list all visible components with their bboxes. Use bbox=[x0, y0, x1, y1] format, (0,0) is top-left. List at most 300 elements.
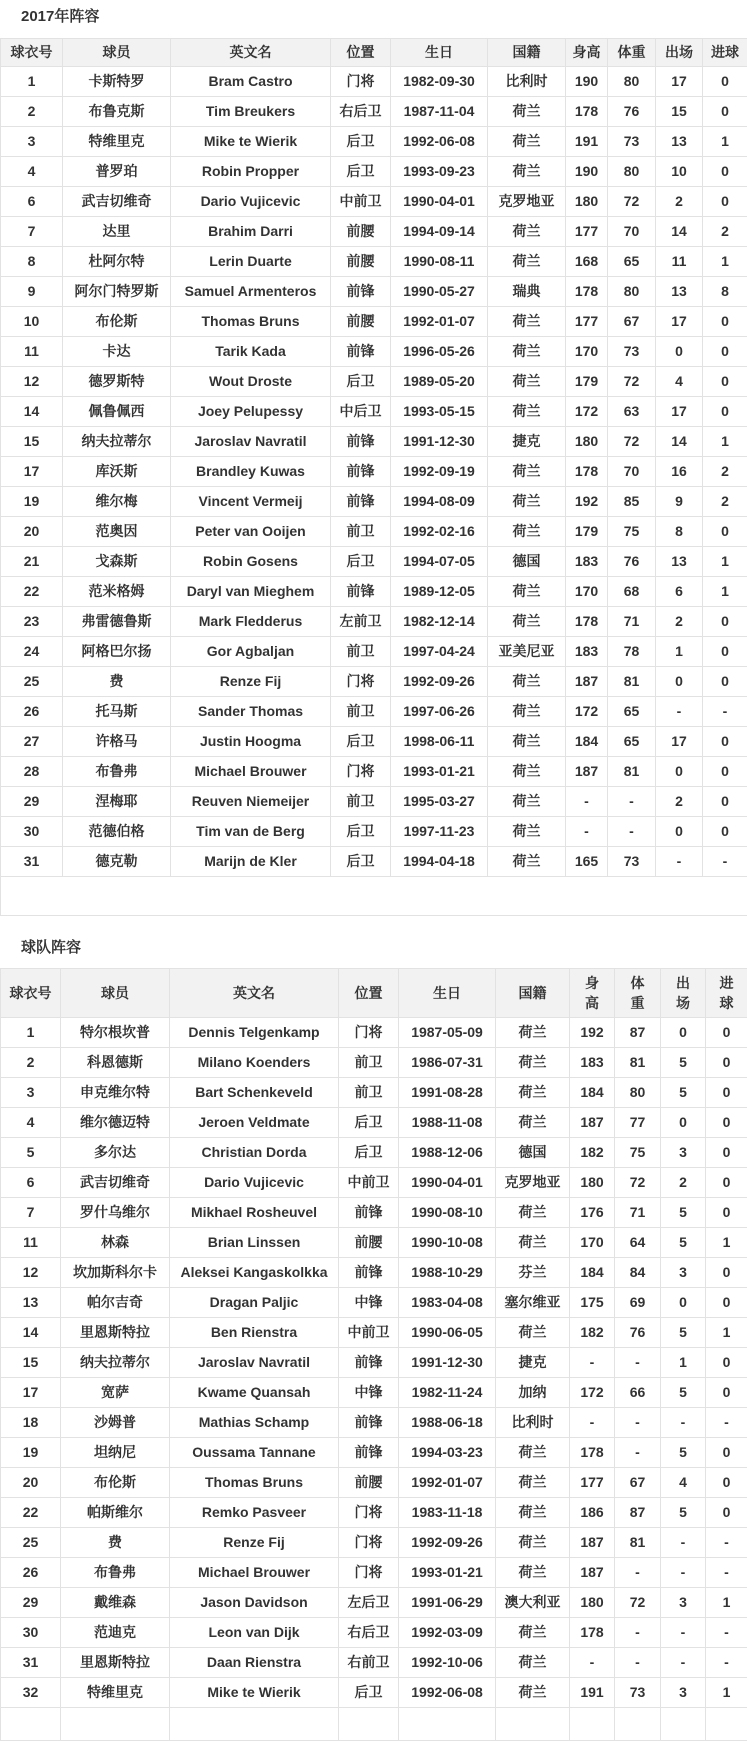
table-row bbox=[1, 1318, 747, 1348]
cell: 中前卫 bbox=[331, 187, 391, 217]
cell: 坎加斯科尔卡 bbox=[61, 1258, 170, 1288]
cell: 前锋 bbox=[331, 487, 391, 517]
cell: 佩鲁佩西 bbox=[63, 397, 171, 427]
cell: 戈森斯 bbox=[63, 547, 171, 577]
cell: 比利时 bbox=[488, 67, 566, 97]
cell: Michael Brouwer bbox=[170, 1558, 339, 1588]
cell: 0 bbox=[703, 727, 747, 757]
cell: 180 bbox=[566, 187, 608, 217]
cell: 前锋 bbox=[331, 427, 391, 457]
cell: 3 bbox=[661, 1588, 706, 1618]
table-row bbox=[1, 1468, 747, 1498]
cell: - bbox=[615, 1618, 661, 1648]
cell: 184 bbox=[570, 1078, 615, 1108]
cell: - bbox=[570, 1348, 615, 1378]
cell: 1997-04-24 bbox=[391, 637, 488, 667]
cell: 德国 bbox=[488, 547, 566, 577]
cell: 前锋 bbox=[339, 1438, 399, 1468]
cell: 1 bbox=[706, 1678, 747, 1708]
cell: 178 bbox=[566, 277, 608, 307]
cell: 荷兰 bbox=[488, 157, 566, 187]
cell: 0 bbox=[703, 187, 747, 217]
cell: 1990-08-10 bbox=[399, 1198, 496, 1228]
cell: 7 bbox=[1, 1198, 61, 1228]
cell: 0 bbox=[706, 1078, 747, 1108]
cell: 72 bbox=[615, 1588, 661, 1618]
cell: 1988-11-08 bbox=[399, 1108, 496, 1138]
table-row bbox=[1, 847, 747, 877]
cell: 187 bbox=[566, 757, 608, 787]
cell: 175 bbox=[570, 1288, 615, 1318]
cell: 177 bbox=[570, 1468, 615, 1498]
cell: Tim van de Berg bbox=[171, 817, 331, 847]
cell: 荷兰 bbox=[496, 1198, 570, 1228]
cell: 后卫 bbox=[339, 1138, 399, 1168]
cell: 特维里克 bbox=[61, 1678, 170, 1708]
cell: 178 bbox=[570, 1618, 615, 1648]
cell: 捷克 bbox=[496, 1348, 570, 1378]
cell: Oussama Tannane bbox=[170, 1438, 339, 1468]
cell: 0 bbox=[656, 817, 703, 847]
cell: 1993-05-15 bbox=[391, 397, 488, 427]
cell: 1988-12-06 bbox=[399, 1138, 496, 1168]
cell: 荷兰 bbox=[488, 697, 566, 727]
cell: 17 bbox=[656, 727, 703, 757]
table-row bbox=[1, 1018, 747, 1048]
cell: 1988-10-29 bbox=[399, 1258, 496, 1288]
cell: 27 bbox=[1, 727, 63, 757]
cell: 前卫 bbox=[339, 1048, 399, 1078]
cell: 81 bbox=[615, 1048, 661, 1078]
table-row bbox=[1, 337, 747, 367]
section-team-squad bbox=[0, 916, 747, 1741]
cell: 纳夫拉蒂尔 bbox=[61, 1348, 170, 1378]
cell: 托马斯 bbox=[63, 697, 171, 727]
cell: 72 bbox=[615, 1168, 661, 1198]
cell: Daan Rienstra bbox=[170, 1648, 339, 1678]
cell: 1991-12-30 bbox=[391, 427, 488, 457]
cell: 0 bbox=[706, 1138, 747, 1168]
cell: 荷兰 bbox=[488, 457, 566, 487]
cell bbox=[661, 1708, 706, 1741]
cell: 瑞典 bbox=[488, 277, 566, 307]
cell: 0 bbox=[706, 1258, 747, 1288]
table-row bbox=[1, 367, 747, 397]
cell: 0 bbox=[703, 307, 747, 337]
cell: 66 bbox=[615, 1378, 661, 1408]
cell: 武吉切维奇 bbox=[63, 187, 171, 217]
cell: 范迪克 bbox=[61, 1618, 170, 1648]
cell: 5 bbox=[661, 1498, 706, 1528]
cell: Lerin Duarte bbox=[171, 247, 331, 277]
cell: 22 bbox=[1, 1498, 61, 1528]
cell: 76 bbox=[608, 97, 656, 127]
cell: 1 bbox=[656, 637, 703, 667]
cell: 3 bbox=[1, 127, 63, 157]
cell: 87 bbox=[615, 1018, 661, 1048]
cell: 2 bbox=[1, 97, 63, 127]
cell: 后卫 bbox=[331, 367, 391, 397]
cell: 0 bbox=[703, 787, 747, 817]
cell: Mark Fledderus bbox=[171, 607, 331, 637]
cell: 1990-10-08 bbox=[399, 1228, 496, 1258]
cell: Mike te Wierik bbox=[171, 127, 331, 157]
cell bbox=[1, 1708, 61, 1741]
cell: 168 bbox=[566, 247, 608, 277]
cell: 13 bbox=[656, 277, 703, 307]
cell: 187 bbox=[570, 1108, 615, 1138]
table-row bbox=[1, 1108, 747, 1138]
cell: 75 bbox=[608, 517, 656, 547]
cell: 69 bbox=[615, 1288, 661, 1318]
column-header: 进球 bbox=[706, 969, 747, 1018]
cell: 2 bbox=[656, 187, 703, 217]
cell: 81 bbox=[615, 1528, 661, 1558]
cell: 克罗地亚 bbox=[496, 1168, 570, 1198]
cell: 12 bbox=[1, 367, 63, 397]
cell: Mike te Wierik bbox=[170, 1678, 339, 1708]
cell: 87 bbox=[615, 1498, 661, 1528]
cell: 14 bbox=[656, 217, 703, 247]
cell: 5 bbox=[661, 1078, 706, 1108]
cell: 21 bbox=[1, 547, 63, 577]
cell: 门将 bbox=[339, 1558, 399, 1588]
cell: 宽萨 bbox=[61, 1378, 170, 1408]
cell: 荷兰 bbox=[496, 1048, 570, 1078]
cell: 192 bbox=[570, 1018, 615, 1048]
cell: - bbox=[703, 697, 747, 727]
cell: 卡斯特罗 bbox=[63, 67, 171, 97]
cell: 15 bbox=[656, 97, 703, 127]
cell: 帕斯维尔 bbox=[61, 1498, 170, 1528]
cell: 门将 bbox=[339, 1528, 399, 1558]
cell: 26 bbox=[1, 1558, 61, 1588]
cell: 191 bbox=[566, 127, 608, 157]
table-row bbox=[1, 67, 747, 97]
table-row bbox=[1, 1618, 747, 1648]
cell: 前腰 bbox=[339, 1468, 399, 1498]
table-row bbox=[1, 637, 747, 667]
cell: 1992-01-07 bbox=[391, 307, 488, 337]
cell: 1982-12-14 bbox=[391, 607, 488, 637]
cell: 65 bbox=[608, 247, 656, 277]
cell: 5 bbox=[661, 1048, 706, 1078]
cell: 维尔德迈特 bbox=[61, 1108, 170, 1138]
cell: 29 bbox=[1, 787, 63, 817]
cell: 申克维尔特 bbox=[61, 1078, 170, 1108]
cell: 荷兰 bbox=[488, 487, 566, 517]
cell: - bbox=[656, 697, 703, 727]
cell: 左后卫 bbox=[339, 1588, 399, 1618]
cell: 0 bbox=[706, 1438, 747, 1468]
cell: 前腰 bbox=[331, 217, 391, 247]
cell: - bbox=[570, 1648, 615, 1678]
cell: 17 bbox=[1, 1378, 61, 1408]
table-row bbox=[1, 1048, 747, 1078]
cell: 75 bbox=[615, 1138, 661, 1168]
cell: Kwame Quansah bbox=[170, 1378, 339, 1408]
table-row bbox=[1, 97, 747, 127]
cell: 1990-05-27 bbox=[391, 277, 488, 307]
cell: 183 bbox=[566, 547, 608, 577]
cell: 门将 bbox=[331, 667, 391, 697]
cell: 戴维森 bbox=[61, 1588, 170, 1618]
cell bbox=[339, 1708, 399, 1741]
cell: Brahim Darri bbox=[171, 217, 331, 247]
cell: 1992-09-26 bbox=[391, 667, 488, 697]
cell: 1998-06-11 bbox=[391, 727, 488, 757]
cell: 0 bbox=[706, 1108, 747, 1138]
cell: 1989-05-20 bbox=[391, 367, 488, 397]
cell: 67 bbox=[608, 307, 656, 337]
cell: 23 bbox=[1, 607, 63, 637]
cell: 荷兰 bbox=[488, 517, 566, 547]
cell: 1997-06-26 bbox=[391, 697, 488, 727]
cell: Milano Koenders bbox=[170, 1048, 339, 1078]
cell: 180 bbox=[570, 1168, 615, 1198]
cell: 特维里克 bbox=[63, 127, 171, 157]
cell: 177 bbox=[566, 217, 608, 247]
cell: 178 bbox=[566, 457, 608, 487]
cell: 0 bbox=[661, 1108, 706, 1138]
table-row bbox=[1, 1438, 747, 1468]
cell: 1994-08-09 bbox=[391, 487, 488, 517]
cell: Jaroslav Navratil bbox=[170, 1348, 339, 1378]
cell: 后卫 bbox=[331, 157, 391, 187]
cell: 19 bbox=[1, 487, 63, 517]
cell: Dario Vujicevic bbox=[170, 1168, 339, 1198]
cell: 捷克 bbox=[488, 427, 566, 457]
cell: - bbox=[661, 1618, 706, 1648]
cell: 0 bbox=[706, 1018, 747, 1048]
cell: 172 bbox=[570, 1378, 615, 1408]
cell: 门将 bbox=[331, 67, 391, 97]
cell: 荷兰 bbox=[496, 1438, 570, 1468]
cell: 前锋 bbox=[331, 277, 391, 307]
cell: 1994-07-05 bbox=[391, 547, 488, 577]
cell: 78 bbox=[608, 637, 656, 667]
cell: - bbox=[706, 1648, 747, 1678]
cell: 4 bbox=[1, 157, 63, 187]
cell bbox=[615, 1708, 661, 1741]
cell: 15 bbox=[1, 427, 63, 457]
cell: 72 bbox=[608, 427, 656, 457]
cell: 13 bbox=[656, 127, 703, 157]
table-row bbox=[1, 547, 747, 577]
cell: - bbox=[566, 787, 608, 817]
cell: 0 bbox=[706, 1168, 747, 1198]
cell: 1988-06-18 bbox=[399, 1408, 496, 1438]
column-header: 出场 bbox=[661, 969, 706, 1018]
table-row bbox=[1, 397, 747, 427]
cell: 14 bbox=[656, 427, 703, 457]
cell: 荷兰 bbox=[488, 727, 566, 757]
table-row bbox=[1, 277, 747, 307]
cell: 科恩德斯 bbox=[61, 1048, 170, 1078]
cell: - bbox=[615, 1558, 661, 1588]
table-row bbox=[1, 667, 747, 697]
cell: 前腰 bbox=[339, 1228, 399, 1258]
cell: 坦纳尼 bbox=[61, 1438, 170, 1468]
cell: 许格马 bbox=[63, 727, 171, 757]
cell: 80 bbox=[615, 1078, 661, 1108]
cell: 64 bbox=[615, 1228, 661, 1258]
cell: 布伦斯 bbox=[61, 1468, 170, 1498]
cell: Robin Gosens bbox=[171, 547, 331, 577]
cell: 72 bbox=[608, 187, 656, 217]
table-row bbox=[1, 187, 747, 217]
cell: 187 bbox=[570, 1528, 615, 1558]
cell: - bbox=[706, 1618, 747, 1648]
cell: 179 bbox=[566, 367, 608, 397]
cell: - bbox=[661, 1408, 706, 1438]
cell: 1992-06-08 bbox=[391, 127, 488, 157]
cell: 0 bbox=[706, 1498, 747, 1528]
cell: Thomas Bruns bbox=[170, 1468, 339, 1498]
table-body bbox=[1, 67, 747, 916]
cell: 76 bbox=[608, 547, 656, 577]
cell: 0 bbox=[703, 757, 747, 787]
table-row bbox=[1, 457, 747, 487]
cell: 1 bbox=[661, 1348, 706, 1378]
cell: 67 bbox=[615, 1468, 661, 1498]
cell: 11 bbox=[656, 247, 703, 277]
squad-table-team bbox=[0, 968, 747, 1741]
cell: 0 bbox=[703, 97, 747, 127]
cell: 3 bbox=[661, 1678, 706, 1708]
cell: 中前卫 bbox=[339, 1318, 399, 1348]
cell: 2 bbox=[656, 607, 703, 637]
cell: 2 bbox=[656, 787, 703, 817]
cell: Marijn de Kler bbox=[171, 847, 331, 877]
cell: 1987-05-09 bbox=[399, 1018, 496, 1048]
cell: 右后卫 bbox=[339, 1618, 399, 1648]
cell: 182 bbox=[570, 1138, 615, 1168]
cell: 右前卫 bbox=[339, 1648, 399, 1678]
cell: 13 bbox=[1, 1288, 61, 1318]
column-header: 身高 bbox=[570, 969, 615, 1018]
cell: 1 bbox=[706, 1228, 747, 1258]
cell: 1 bbox=[703, 427, 747, 457]
table-row bbox=[1, 127, 747, 157]
cell: 180 bbox=[570, 1588, 615, 1618]
cell: 1991-12-30 bbox=[399, 1348, 496, 1378]
cell: 门将 bbox=[339, 1498, 399, 1528]
cell bbox=[170, 1708, 339, 1741]
cell: 77 bbox=[615, 1108, 661, 1138]
cell: 普罗珀 bbox=[63, 157, 171, 187]
cell: 1990-06-05 bbox=[399, 1318, 496, 1348]
cell: 荷兰 bbox=[488, 247, 566, 277]
cell: 25 bbox=[1, 1528, 61, 1558]
cell: 170 bbox=[566, 337, 608, 367]
cell: 1989-12-05 bbox=[391, 577, 488, 607]
cell: 5 bbox=[661, 1198, 706, 1228]
cell: 3 bbox=[661, 1258, 706, 1288]
cell: 5 bbox=[661, 1228, 706, 1258]
cell: 范米格姆 bbox=[63, 577, 171, 607]
cell: 1995-03-27 bbox=[391, 787, 488, 817]
cell: 沙姆普 bbox=[61, 1408, 170, 1438]
cell: 弗雷德鲁斯 bbox=[63, 607, 171, 637]
cell: 1992-02-16 bbox=[391, 517, 488, 547]
cell: 芬兰 bbox=[496, 1258, 570, 1288]
cell: 0 bbox=[703, 397, 747, 427]
column-header: 国籍 bbox=[488, 39, 566, 67]
cell: 1991-08-28 bbox=[399, 1078, 496, 1108]
cell: 191 bbox=[570, 1678, 615, 1708]
cell: 后卫 bbox=[331, 847, 391, 877]
cell: 1994-04-18 bbox=[391, 847, 488, 877]
cell: 阿尔门特罗斯 bbox=[63, 277, 171, 307]
table-row bbox=[1, 1408, 747, 1438]
table-row bbox=[1, 577, 747, 607]
cell: Dennis Telgenkamp bbox=[170, 1018, 339, 1048]
cell: 1 bbox=[703, 547, 747, 577]
cell: 179 bbox=[566, 517, 608, 547]
cell: 1990-04-01 bbox=[391, 187, 488, 217]
cell: 0 bbox=[706, 1198, 747, 1228]
table-row bbox=[1, 787, 747, 817]
cell: 6 bbox=[1, 187, 63, 217]
cell: 184 bbox=[566, 727, 608, 757]
cell: 范奥因 bbox=[63, 517, 171, 547]
cell: 后卫 bbox=[331, 727, 391, 757]
cell: Samuel Armenteros bbox=[171, 277, 331, 307]
cell: 0 bbox=[661, 1288, 706, 1318]
cell: 2 bbox=[661, 1168, 706, 1198]
cell: 罗什乌维尔 bbox=[61, 1198, 170, 1228]
cell: 5 bbox=[661, 1318, 706, 1348]
cell: Bart Schenkeveld bbox=[170, 1078, 339, 1108]
cell: 18 bbox=[1, 1408, 61, 1438]
cell: 26 bbox=[1, 697, 63, 727]
cell: - bbox=[615, 1438, 661, 1468]
cell: 9 bbox=[1, 277, 63, 307]
cell: 库沃斯 bbox=[63, 457, 171, 487]
cell: 73 bbox=[608, 127, 656, 157]
table-row bbox=[1, 1588, 747, 1618]
empty-row bbox=[1, 877, 747, 916]
cell: 20 bbox=[1, 1468, 61, 1498]
cell: 16 bbox=[656, 457, 703, 487]
cell: 卡达 bbox=[63, 337, 171, 367]
cell: 8 bbox=[656, 517, 703, 547]
cell: 14 bbox=[1, 1318, 61, 1348]
cell: 里恩斯特拉 bbox=[61, 1648, 170, 1678]
cell: Thomas Bruns bbox=[171, 307, 331, 337]
cell: 5 bbox=[661, 1438, 706, 1468]
cell: - bbox=[615, 1648, 661, 1678]
cell: 荷兰 bbox=[496, 1498, 570, 1528]
table-row bbox=[1, 1138, 747, 1168]
cell: 4 bbox=[656, 367, 703, 397]
cell: - bbox=[608, 817, 656, 847]
column-header: 体重 bbox=[608, 39, 656, 67]
cell: 1983-04-08 bbox=[399, 1288, 496, 1318]
cell: 80 bbox=[608, 67, 656, 97]
cell: 布伦斯 bbox=[63, 307, 171, 337]
cell: - bbox=[706, 1528, 747, 1558]
cell: 荷兰 bbox=[488, 577, 566, 607]
cell: - bbox=[703, 847, 747, 877]
cell: 1982-09-30 bbox=[391, 67, 488, 97]
cell: 武吉切维奇 bbox=[61, 1168, 170, 1198]
cell: 荷兰 bbox=[496, 1648, 570, 1678]
table-row bbox=[1, 217, 747, 247]
cell: - bbox=[661, 1648, 706, 1678]
cell: 前锋 bbox=[339, 1258, 399, 1288]
